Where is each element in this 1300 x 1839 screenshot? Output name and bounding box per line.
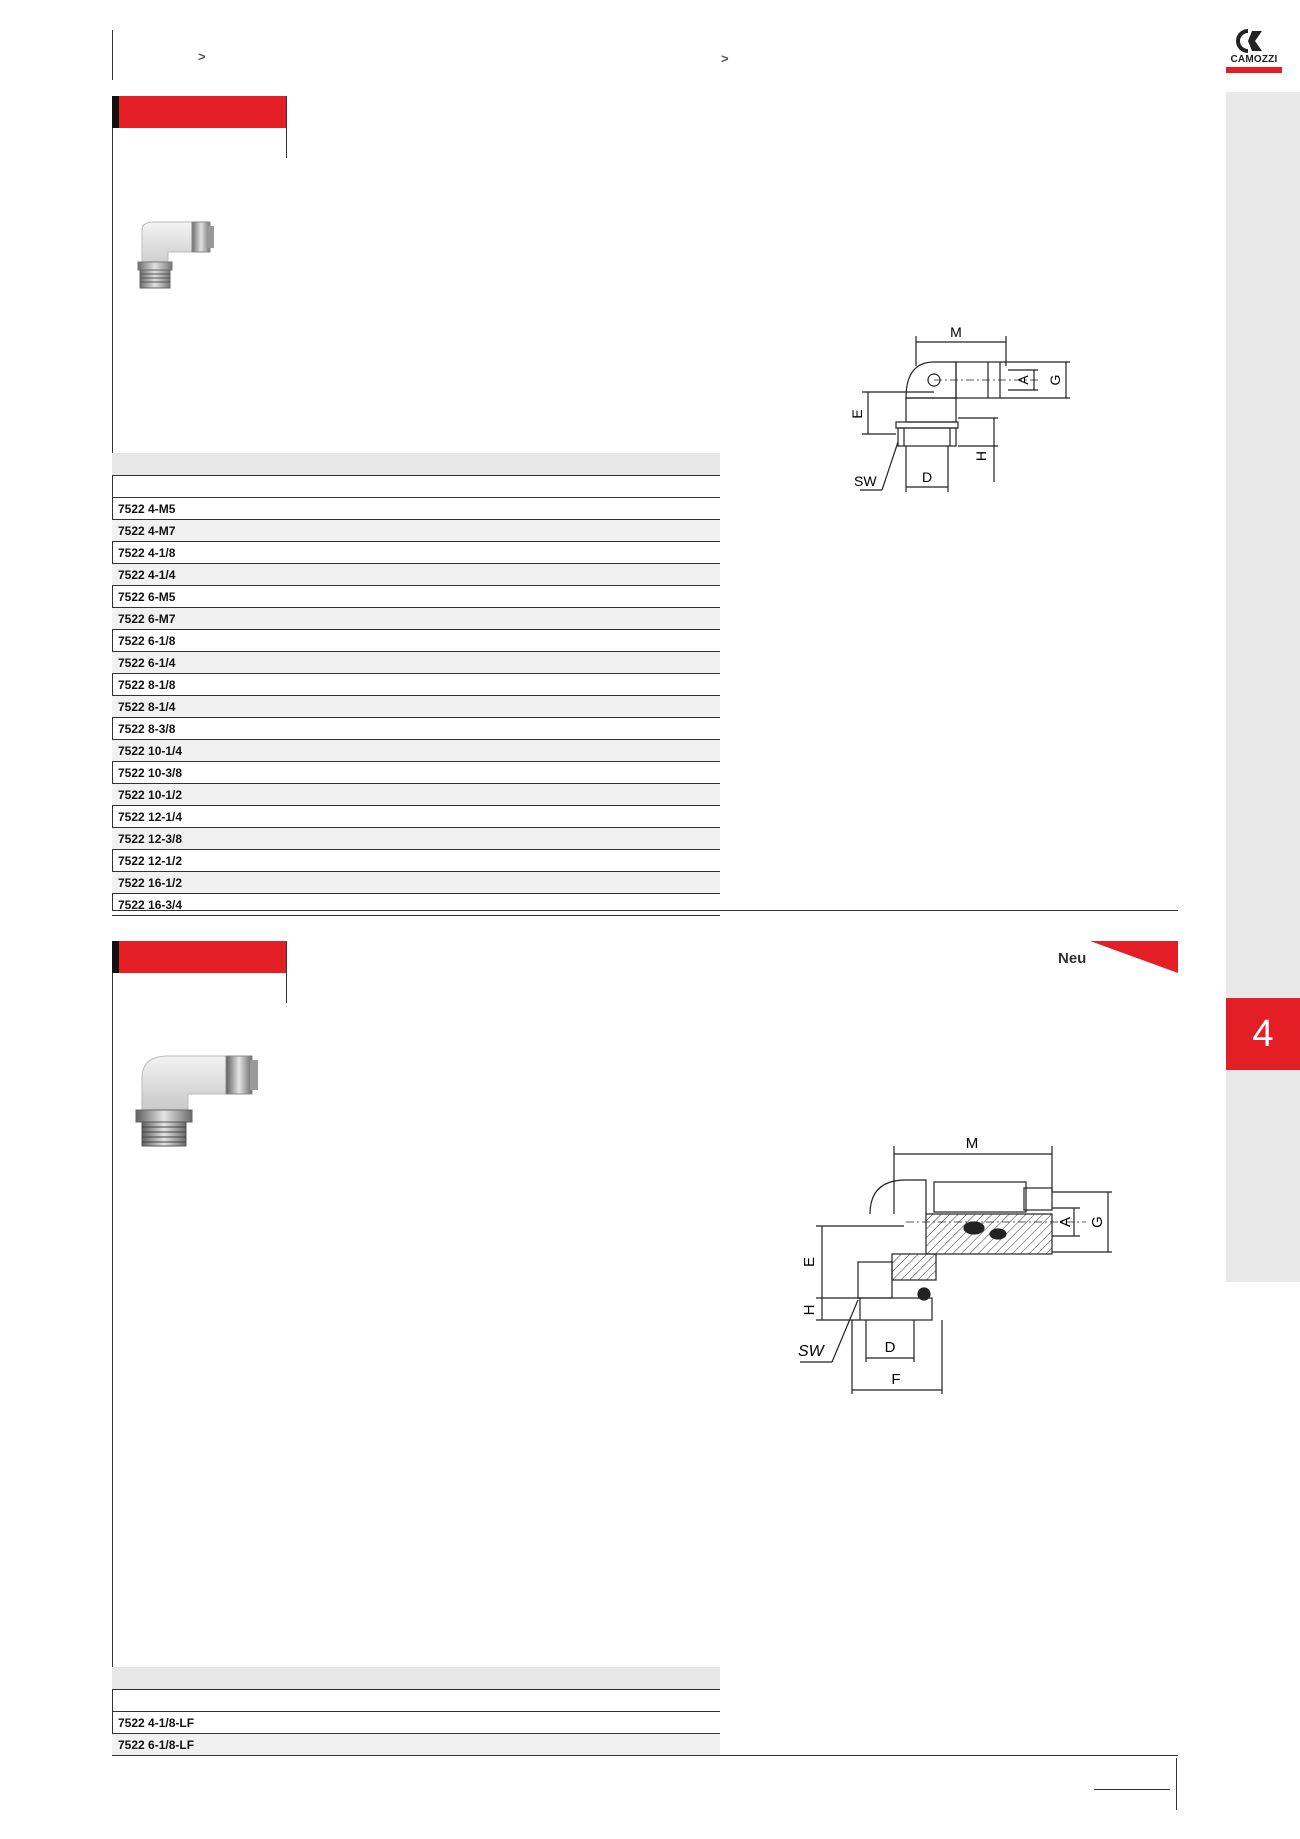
dim-label-e: E [849,409,865,419]
model-code: 7522 4-1/4 [118,567,176,582]
section2-tab-marker [112,941,119,973]
table-row [112,806,720,828]
footer-rule [1094,1789,1170,1790]
new-badge-flag [1090,941,1178,973]
section2-title-tab [119,941,286,973]
model-code: 7522 10-1/4 [118,743,183,758]
dim-label-f: F [891,1371,901,1388]
table-row [112,740,720,762]
chapter-tab[interactable] [1226,998,1300,1070]
model-code: 7522 8-3/8 [118,721,176,736]
table-subheader-row [112,1690,720,1712]
table-row [112,520,720,542]
logo-underline [1226,67,1282,73]
model-code: 7522 12-3/8 [118,831,183,846]
model-code: 7522 4-M5 [118,501,176,516]
model-code: 7522 4-1/8 [118,545,176,560]
section2-table [112,1667,720,1756]
footer-divider [1176,1758,1177,1810]
table-row [112,542,720,564]
dim-label-h: H [801,1304,818,1316]
table-row [112,784,720,806]
model-code: 7522 6-1/4 [118,655,176,670]
table-row [112,674,720,696]
model-code: 7522 6-M5 [118,589,176,604]
dim-label-a: A [1015,375,1031,385]
model-code: 7522 6-1/8 [118,633,176,648]
section1-table [112,453,720,916]
model-code: 7522 12-1/4 [118,809,183,824]
model-code: 7522 16-1/2 [118,875,183,890]
dim-label-m: M [965,1135,979,1152]
section2-frame-left [112,941,113,1756]
model-code: 7522 10-1/2 [118,787,183,802]
model-code: 7522 4-1/8-LF [118,1715,195,1730]
dim-label-sw: SW [798,1343,824,1360]
dim-label-d: D [921,469,933,485]
table-row [112,850,720,872]
breadcrumb-separator-left: > [198,49,206,64]
table-row [112,608,720,630]
section1-tab-marker [112,96,119,128]
table-row [112,762,720,784]
breadcrumb-separator-right: > [721,51,729,66]
section1-tab-divider [286,96,287,158]
chapter-number: 4 [1252,1012,1274,1055]
section1-dimension-drawing [838,322,1078,502]
model-code: 7522 16-3/4 [118,897,183,912]
table-row [112,564,720,586]
dim-label-sw: SW [854,473,877,489]
dim-label-e: E [801,1256,818,1268]
section2-product-photo [128,1048,278,1158]
section2-tab-divider [286,941,287,1003]
section1-title-tab [119,96,286,128]
camozzi-logo-icon [1236,28,1264,54]
model-code: 7522 8-1/8 [118,677,176,692]
table-row [112,1712,720,1734]
table-row [112,894,720,916]
table-row [112,498,720,520]
dim-label-g: G [1047,374,1063,386]
dim-label-h: H [973,450,989,462]
model-code: 7522 10-3/8 [118,765,183,780]
model-code: 7522 8-1/4 [118,699,176,714]
table-row [112,828,720,850]
new-badge-text: Neu [1058,950,1087,967]
table-row [112,718,720,740]
section1-product-photo [128,210,238,300]
logo-text: CAMOZZI [1230,54,1278,65]
model-code: 7522 4-M7 [118,523,176,538]
section2-dimension-drawing [796,1130,1116,1400]
model-code: 7522 6-M7 [118,611,176,626]
model-code: 7522 6-1/8-LF [118,1737,195,1752]
table-row [112,696,720,718]
table-header-row [112,1667,720,1690]
model-code: 7522 12-1/2 [118,853,183,868]
table-subheader-row [112,476,720,498]
dim-label-d: D [884,1339,896,1356]
table-row [112,872,720,894]
table-row [112,586,720,608]
header-divider [112,30,113,80]
table-row [112,630,720,652]
chapter-sidebar [1226,92,1300,1282]
dim-label-m: M [950,324,962,340]
dim-label-g: G [1089,1216,1106,1228]
dim-label-a: A [1057,1216,1074,1228]
table-row [112,652,720,674]
table-header-row [112,453,720,476]
table-row [112,1734,720,1756]
